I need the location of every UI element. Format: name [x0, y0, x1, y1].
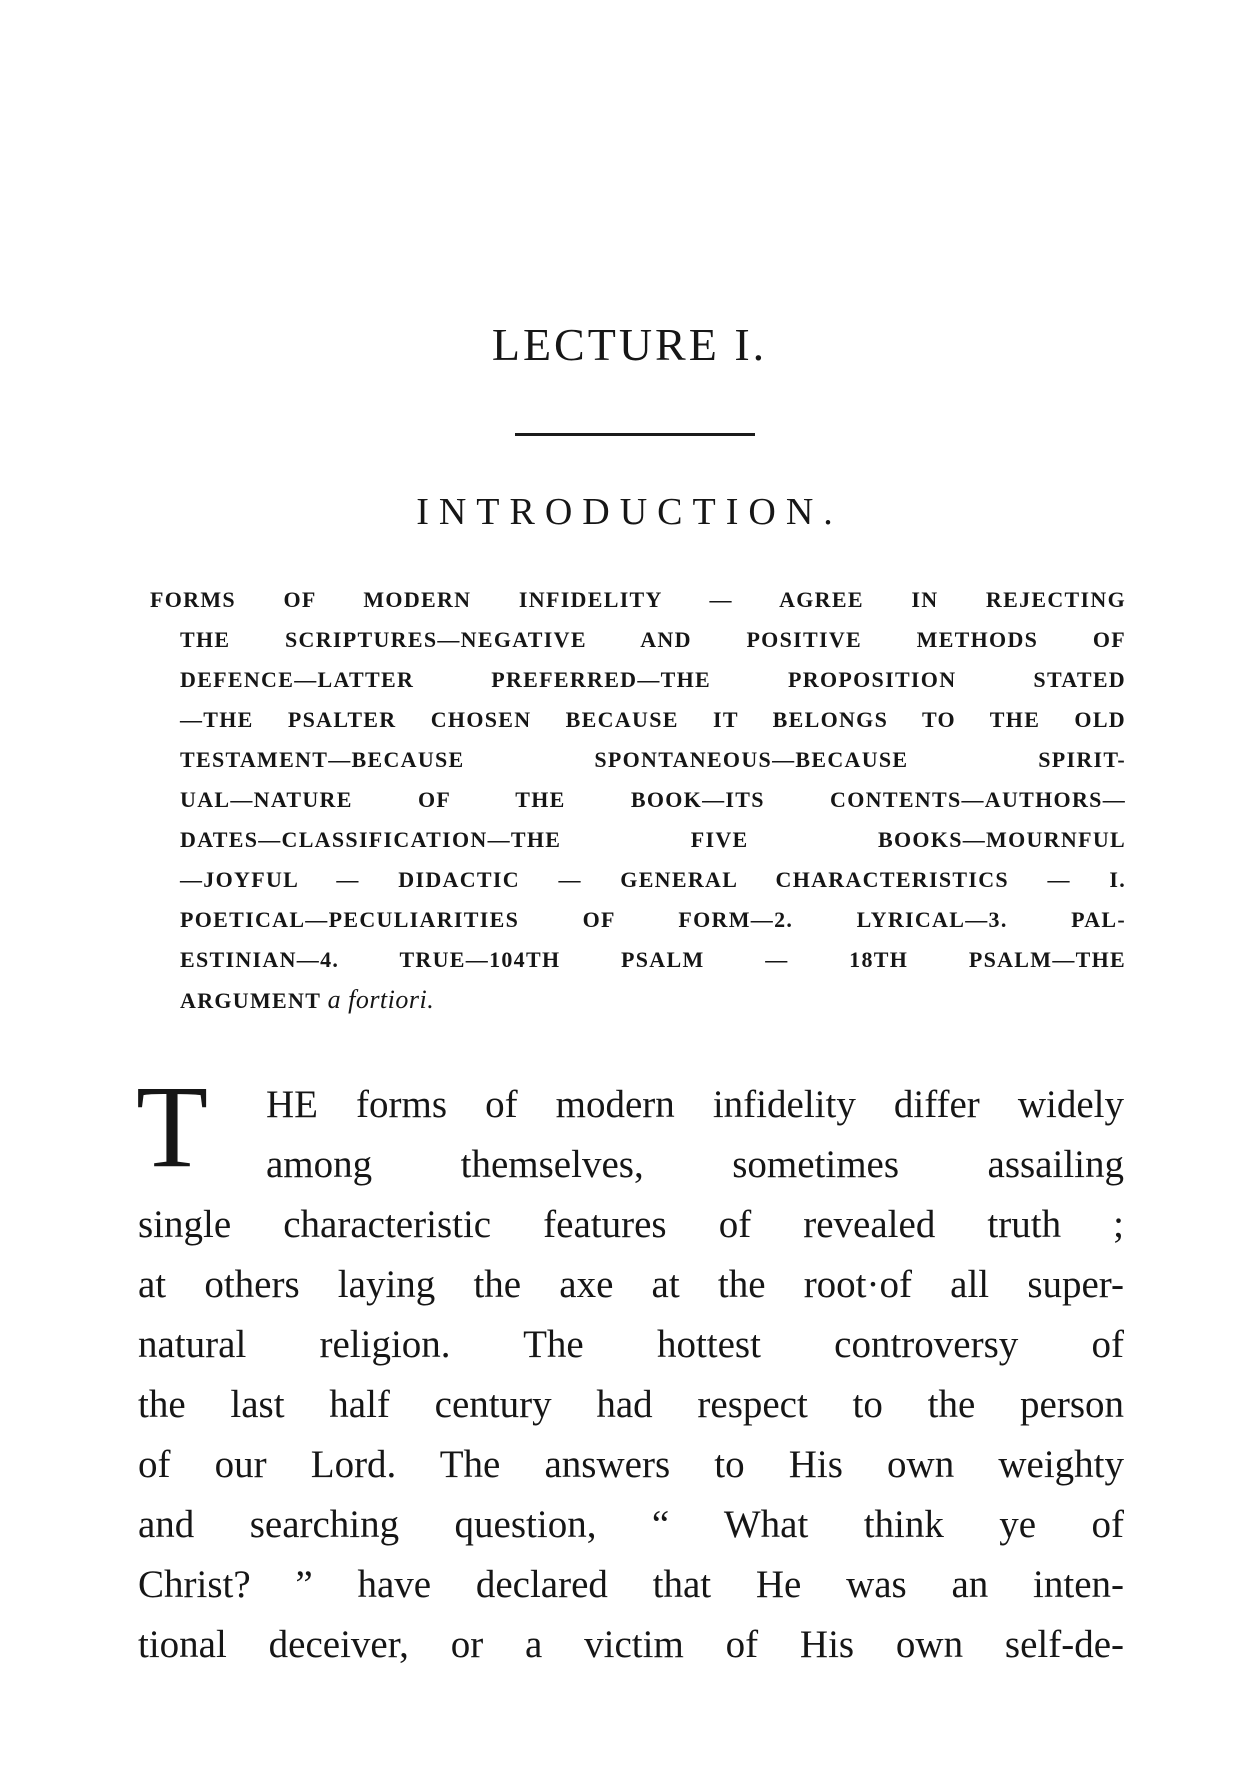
body-line: single characteristic features of revealed truth ; [138, 1203, 1124, 1246]
body-line: and searching question, “ What think ye of [138, 1503, 1124, 1546]
summary-line: DEFENCE—LATTER PREFERRED—THE PROPOSITION STATED [180, 667, 1126, 692]
drop-cap: T [136, 1061, 209, 1192]
summary-line: DATES—CLASSIFICATION—THE FIVE BOOKS—MOURNFUL [180, 827, 1126, 852]
summary-line: THE SCRIPTURES—NEGATIVE AND POSITIVE METHODS OF [180, 627, 1126, 652]
summary-last-line [150, 980, 1126, 1021]
summary-line: —THE PSALTER CHOSEN BECAUSE IT BELONGS TO THE OLD [180, 707, 1126, 732]
body-line: among themselves, sometimes assailing [266, 1143, 1124, 1186]
summary-line: UAL—NATURE OF THE BOOK—ITS CONTENTS—AUTHORS— [180, 787, 1126, 812]
body-line: tional deceiver, or a victim of His own self-de- [138, 1623, 1124, 1666]
body-line: of our Lord. The answers to His own weighty [138, 1443, 1124, 1486]
summary-last-line-prefix: ARGUMENT [180, 988, 321, 1013]
summary-line: —JOYFUL — DIDACTIC — GENERAL CHARACTERISTICS — I. [180, 867, 1126, 892]
body-line: at others laying the axe at the root·of all super- [138, 1263, 1124, 1306]
body-line: natural religion. The hottest controversy of [138, 1323, 1124, 1366]
section-title: INTRODUCTION. [416, 491, 843, 533]
summary-line: FORMS OF MODERN INFIDELITY — AGREE IN REJECTING [150, 587, 1126, 612]
body-line: HE forms of modern infidelity differ widely [266, 1083, 1124, 1126]
lecture-title: LECTURE I. [491, 319, 768, 370]
chapter-summary [150, 580, 1126, 1021]
summary-line: TESTAMENT—BECAUSE SPONTANEOUS—BECAUSE SPIRIT- [180, 747, 1126, 772]
body-line: Christ? ” have declared that He was an inten- [138, 1563, 1124, 1606]
title-divider [515, 433, 755, 436]
summary-line: ESTINIAN—4. TRUE—104TH PSALM — 18TH PSALM—THE [180, 947, 1126, 972]
summary-italic-phrase: a fortiori. [327, 985, 435, 1014]
summary-line: POETICAL—PECULIARITIES OF FORM—2. LYRICAL—3. PAL- [180, 907, 1126, 932]
body-paragraph [138, 1075, 1124, 1675]
body-line: the last half century had respect to the person [138, 1383, 1124, 1426]
